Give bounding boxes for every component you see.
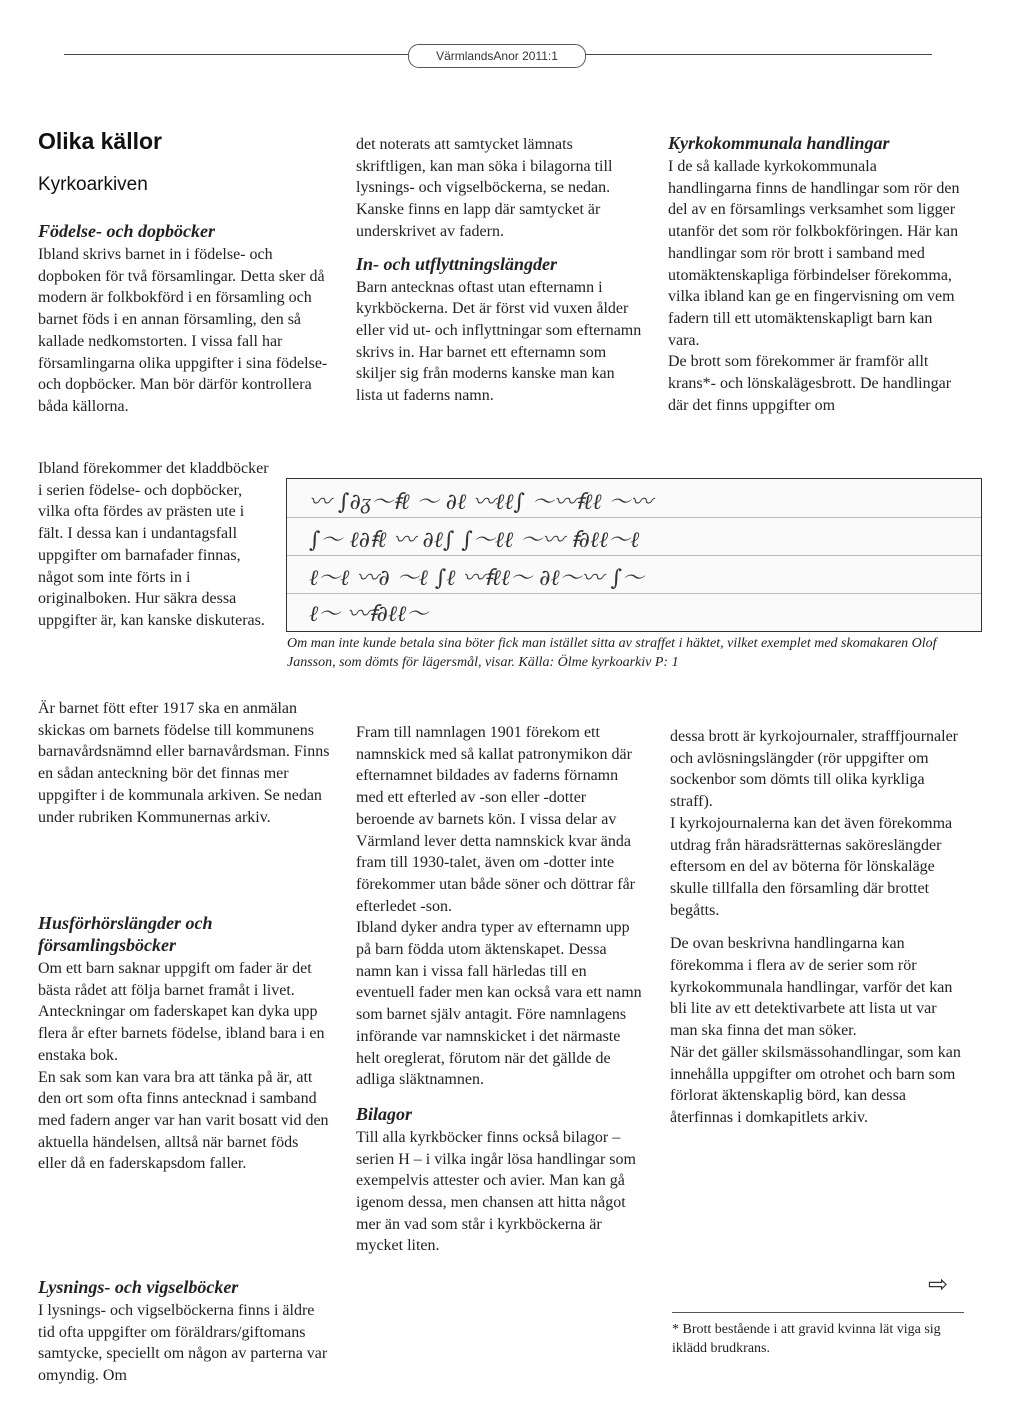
ruled-line bbox=[287, 517, 981, 518]
page-title: Olika källor bbox=[38, 128, 163, 154]
paragraph: När det gäller skilsmässohandlingar, som kan innehålla uppgifter om otrohet och barn som förlorat äktenskaplig börd, kan dessa återfinnas i domkapitlets arkiv. bbox=[670, 1043, 961, 1126]
col1-section2 bbox=[38, 912, 330, 1175]
handwriting-scribble: ∫〜 ℓ∂ꞙℓ 〰 ∂ℓ∫ ∫〜ℓℓ 〜〰 ꞙ∂ℓℓ〜ℓ bbox=[309, 528, 640, 553]
publication-badge: VärmlandsAnor 2011:1 bbox=[408, 44, 586, 68]
ruled-line bbox=[287, 593, 981, 594]
col2-top bbox=[356, 134, 642, 407]
heading-fodelse-dopbocker: Födelse- och dopböcker bbox=[38, 221, 215, 241]
paragraph: det noterats att samtycket lämnats skriftligen, kan man söka i bilagorna till lysnings- och vigselböckerna, se nedan. Kanske finns en lapp där samtycket är underskrivet av fadern. bbox=[356, 136, 613, 240]
heading-kyrkokommunala-handlingar: Kyrkokommunala handlingar bbox=[668, 133, 890, 153]
col1-section3 bbox=[38, 1276, 330, 1387]
col3-top bbox=[668, 132, 960, 416]
paragraph: Ibland dyker andra typer av efternamn upp på barn födda utom äktenskapet. Dessa namn kan i vissa fall härledas till en eventuell fader men kan också vara ett namn som barnet själv antagit. Före namnlagens införande var namnskicket i det närmaste helt oreglerat, förutom när det gällde de adliga släktnamnen. bbox=[356, 919, 642, 1089]
paragraph: I de så kallade kyrkokommunala handlingarna finns de handlingar som rör den del av en församlings verksamhet som ligger utanför det som rör folkbokföringen. Här kan handlingar som rör brott i samband med utomäktenskapliga förbindelser förekomma, vilka ibland kan ge en fingervisning om vem fadern till ett utomäktenskapligt barn kan vara. bbox=[668, 158, 960, 349]
paragraph: En sak som kan vara bra att tänka på är, att den ort som ofta finns antecknad i samband med fadern anger var han varit bosatt vid den aktuella händelsen, alltså när barnet föds eller då en faderskapsdom faller. bbox=[38, 1068, 329, 1173]
ruled-line bbox=[287, 555, 981, 556]
footnote-rule bbox=[672, 1312, 964, 1313]
paragraph: De brott som förekommer är framför allt krans*- och lönskalägesbrott. De handlingar där det finns uppgifter om bbox=[668, 353, 952, 414]
col3-bottom bbox=[670, 726, 962, 1129]
paragraph: Till alla kyrkböcker finns också bilagor – serien H – i vilka ingår lösa handlingar som exempelvis attester och avier. Man kan gå igenom dessa, men chansen att hitta något mer än vad som står i kyrkböckerna är mycket liten. bbox=[356, 1128, 636, 1255]
heading-bilagor: Bilagor bbox=[356, 1103, 413, 1124]
paragraph: Ibland förekommer det kladdböcker i serien födelse- och dopböcker, vilka ofta fördes av prästen ute i fält. I dessa kan i undantagsfall uppgifter om barnafader finnas, något som inte förts in i originalboken. Hur säkra dessa uppgifter är, kan kanske diskuteras. bbox=[38, 460, 269, 629]
footnote: * Brott bestående i att gravid kvinna lät viga sig iklädd brudkrans. bbox=[672, 1322, 941, 1356]
archive-handwriting-image bbox=[286, 478, 982, 632]
paragraph: I lysnings- och vigselböckerna finns i äldre tid ofta uppgifter om föräldrars/giftomans samtycke, speciellt om någon av parterna var omyndig. Om bbox=[38, 1302, 328, 1385]
figure-caption: Om man inte kunde betala sina böter fick man istället sitta av straffet i häktet, vilket exemplet med skomakaren Olof Jansson, som dömts för lägersmål, visar. Källa: Ölme kyrkoarkiv P: 1 bbox=[287, 636, 937, 670]
paragraph: I kyrkojournalerna kan det även förekomma utdrag från häradsrätternas saköreslängder eftersom en del av böterna för lönskaläge skulle tillfalla den församling där brottet begåtts. bbox=[670, 814, 953, 919]
handwriting-scribble: 〰 ∫∂ᵹ〜ꞙℓ 〜 ∂ℓ 〰ℓℓ∫ 〜〰ꞙℓℓ 〜〰 bbox=[309, 490, 653, 515]
page-subtitle: Kyrkoarkiven bbox=[38, 174, 148, 195]
handwriting-scribble: ℓ〜ℓ 〰∂ 〜ℓ ∫ℓ 〰ꞙℓℓ〜 ∂ℓ〜〰 ∫〜 bbox=[309, 566, 645, 591]
header-rule-left bbox=[64, 54, 408, 55]
heading-lysnings-vigselbocker: Lysnings- och vigselböcker bbox=[38, 1277, 239, 1297]
col2-bottom bbox=[356, 722, 646, 1257]
header-rule-right bbox=[584, 54, 932, 55]
paragraph: Är barnet fött efter 1917 ska en anmälan skickas om barnets födelse till kommunens barnavårdsnämnd eller barnavårdsman. Finns en sådan anteckning bör det finnas mer uppgifter i de kommunala arkiven. Se nedan under rubriken Kommunernas arkiv. bbox=[38, 700, 330, 826]
right-arrow-icon: ⇨ bbox=[928, 1270, 949, 1298]
col1-section1 bbox=[38, 220, 330, 418]
paragraph: Barn antecknas oftast utan efternamn i kyrkböckerna. Det är först vid vuxen ålder eller vid ut- och inflyttningar som efternamn skrivs in. Har barnet ett efternamn som skiljer sig från moderns kanske man kan lista ut faderns namn. bbox=[356, 278, 642, 405]
paragraph: Ibland skrivs barnet in i födelse- och dopboken för två församlingar. Detta sker då modern är folkbokförd i en församling och barnet föds i en annan församling, den så kallade nedkomstorten. I vissa fall har församlingarna olika uppgifter i sina födelse- och dopböcker. Man bör därför kontrollera båda källorna. bbox=[38, 246, 328, 415]
paragraph: De ovan beskrivna handlingarna kan förekomma i flera av de serier som rör kyrkokommunala handlingar, varför det kan bli lite av ett detektivarbete att lista ut var man ska finna det man söker. bbox=[670, 935, 953, 1040]
handwriting-scribble: ℓ〜 〰ꞙ∂ℓℓ〜 bbox=[309, 602, 429, 627]
paragraph: Om ett barn saknar uppgift om fader är det bästa rådet att följa barnet framåt i livet. Anteckningar om faderskapet kan dyka upp flera år efter barnets födelse, ibland bara i en enstaka bok. bbox=[38, 960, 325, 1064]
paragraph: dessa brott är kyrkojournaler, strafffjournaler och avlösningslängder (rör uppgifter om sockenbor som dömts till olika kyrkliga straff). bbox=[670, 728, 958, 811]
heading-husforhorslangder: Husförhörslängder och församlingsböcker bbox=[38, 913, 213, 955]
col1-barnavard bbox=[38, 698, 330, 828]
paragraph: Fram till namnlagen 1901 förekom ett namnskick med så kallat patronymikon där efternamnet bildades av faderns förnamn med ett efterled av -son eller -dotter beroende av barnets kön. I vissa delar av Värmland lever detta namnskick kvar ända fram till 1930-talet, även om -dotter inte förekommer utan både söner och döttrar får efterledet -son. bbox=[356, 724, 635, 915]
heading-in-utflyttningslangder: In- och utflyttningslängder bbox=[356, 253, 558, 274]
col1-kladdbocker bbox=[38, 458, 270, 632]
